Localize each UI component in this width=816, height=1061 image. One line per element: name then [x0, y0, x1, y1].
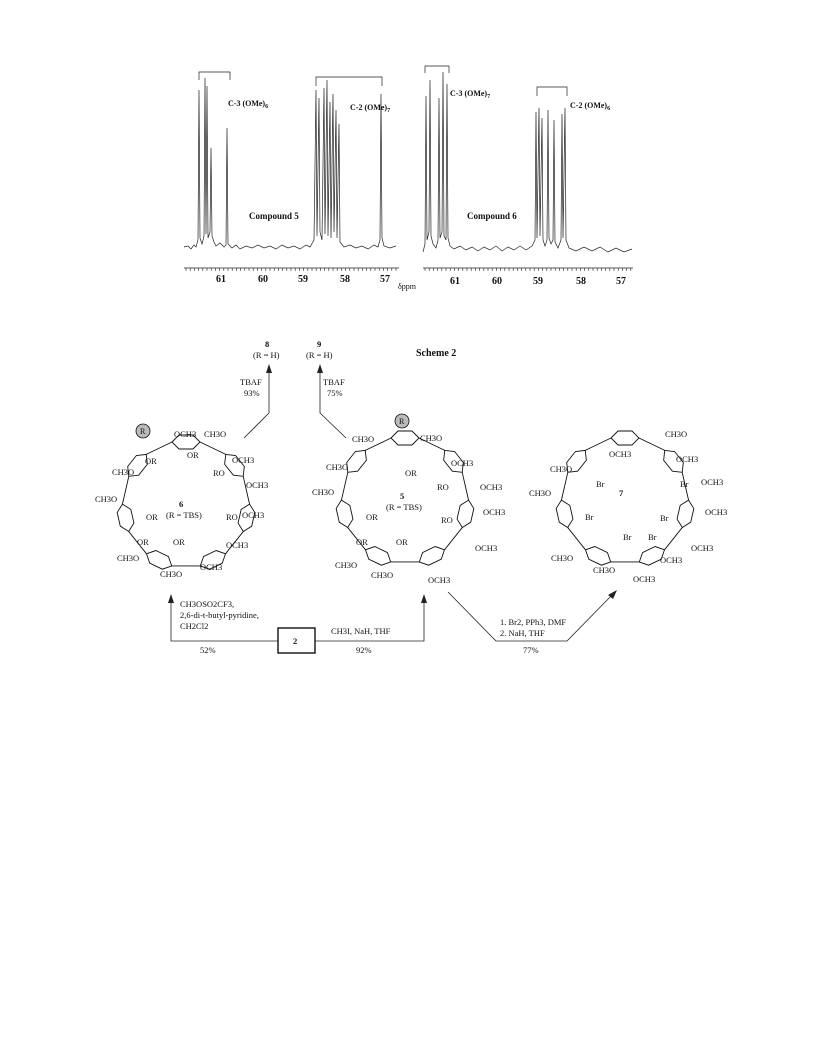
glucose-unit: [365, 547, 390, 566]
bracket-c3-right: [425, 66, 449, 73]
product-9-subtitle: (R = H): [306, 350, 333, 360]
glycosidic-bond: [568, 527, 586, 549]
substituent-label: Br: [648, 532, 657, 542]
axis-minor-ticks-right: [425, 268, 631, 271]
substituent-label: CH3O: [117, 553, 140, 563]
arrow-to-5: [315, 594, 427, 655]
cond-left-2: 2,6-di-t-butyl-pyridine,: [180, 610, 259, 620]
glycosidic-bond: [665, 527, 683, 549]
substituent-label: OCH3: [246, 480, 269, 490]
substituent-label: Br: [585, 512, 594, 522]
substituent-label: OCH3: [691, 543, 714, 553]
glucose-unit: [677, 500, 694, 527]
substituent-label: OCH3: [475, 543, 498, 553]
substituent-label: OCH3: [483, 507, 506, 517]
substituent-label: OCH3: [633, 574, 656, 584]
substituent-label: OCH3: [480, 482, 503, 492]
tbaf-right-yield: 75%: [327, 388, 343, 398]
substituent-label: RO: [226, 512, 238, 522]
tick-label-right-60: 60: [492, 276, 502, 287]
glucose-unit: [419, 547, 444, 566]
cond-left-3: CH2Cl2: [180, 621, 209, 631]
substituent-label: Br: [623, 532, 632, 542]
substituent-label: Br: [660, 513, 669, 523]
substituent-label: RO: [441, 515, 453, 525]
substituent-label: OCH3: [428, 575, 451, 585]
substituent-label: CH3O: [326, 462, 349, 472]
tick-label-right-58: 58: [576, 276, 586, 287]
substituent-label: RO: [437, 482, 449, 492]
substituent-label: CH3O: [95, 494, 118, 504]
substituent-label: OCH3: [232, 455, 255, 465]
bracket-c2-right: [537, 87, 567, 96]
compound-6-subtitle: (R = TBS): [166, 510, 202, 520]
bracket-c3-left: [199, 72, 230, 80]
substituent-label: OR: [137, 537, 149, 547]
substituent-label: OCH3: [676, 454, 699, 464]
tick-label-right-59: 59: [533, 276, 543, 287]
start-compound-number: 2: [293, 636, 298, 646]
substituent-label: OCH3: [660, 555, 683, 565]
substituent-label: CH3O: [529, 488, 552, 498]
glycosidic-bond: [462, 472, 468, 500]
substituent-label: OR: [146, 512, 158, 522]
substituent-label: OCH3: [609, 449, 632, 459]
compound-5-number: 5: [400, 491, 405, 501]
substituent-label: Br: [596, 479, 605, 489]
nmr-spectrum-left: [184, 72, 399, 285]
product-8-subtitle: (R = H): [253, 350, 280, 360]
arrow-to-6: [168, 594, 278, 655]
tick-label-left-60: 60: [258, 274, 268, 285]
compound-label-left: Compound 5: [249, 211, 299, 221]
glucose-unit: [611, 431, 639, 445]
tbaf-left-reagent: TBAF: [240, 377, 262, 387]
substituent-label: CH3O: [335, 560, 358, 570]
substituent-label: CH3O: [112, 467, 135, 477]
scheme-title: Scheme 2: [416, 348, 457, 359]
glycosidic-bond: [445, 527, 463, 549]
substituent-label: OCH3: [226, 540, 249, 550]
substituent-label: CH3O: [665, 429, 688, 439]
tick-label-left-58: 58: [340, 274, 350, 285]
tbaf-right-reagent: TBAF: [323, 377, 345, 387]
glucose-unit: [556, 500, 573, 527]
glycosidic-bond: [341, 472, 347, 500]
substituent-label: OR: [173, 537, 185, 547]
r-group-badge-6: [136, 424, 150, 438]
tbaf-arrow-left: [240, 364, 272, 438]
product-8-number: 8: [265, 339, 270, 349]
substituent-label: CH3O: [204, 429, 227, 439]
tick-label-right-57: 57: [616, 276, 626, 287]
glycosidic-bond: [639, 438, 665, 450]
glucose-unit: [336, 500, 353, 527]
cond-left-1: CH3OSO2CF3,: [180, 599, 235, 609]
substituent-label: RO: [213, 468, 225, 478]
peak-label-c2-left: C-2 $(OMe)_7$: [350, 103, 391, 114]
product-9-number: 9: [317, 339, 322, 349]
svg-text:R: R: [399, 417, 405, 426]
axis-minor-ticks-left: [186, 268, 396, 271]
substituent-label: CH3O: [551, 553, 574, 563]
glucose-unit: [585, 547, 610, 566]
tick-label-left-61: 61: [216, 274, 226, 285]
compound-5-subtitle: (R = TBS): [386, 502, 422, 512]
cond-mid-yield: 92%: [356, 645, 372, 655]
substituent-label: CH3O: [160, 569, 183, 579]
peak-label-c3-left: C-3 $(OMe)_6$: [228, 99, 269, 110]
substituent-label: OR: [396, 537, 408, 547]
cond-right-2: 2. NaH, THF: [500, 628, 545, 638]
spectrum-trace-right: [423, 72, 632, 252]
tick-label-left-59: 59: [298, 274, 308, 285]
peak-label-c2-right: C-2 $(OMe)_6$: [570, 101, 611, 112]
substituent-label: OCH3: [701, 477, 724, 487]
cond-right-yield: 77%: [523, 645, 539, 655]
tick-label-left-57: 57: [380, 274, 390, 285]
substituent-label: OR: [356, 537, 368, 547]
cond-right-1: 1. Br2, PPh3, DMF: [500, 617, 567, 627]
glucose-unit: [457, 500, 474, 527]
cond-mid-1: CH3I, NaH, THF: [331, 626, 391, 636]
peak-label-c3-right: C-3 $(OMe)_7$: [450, 89, 491, 100]
glucose-unit: [347, 450, 367, 472]
substituent-label: CH3O: [420, 433, 443, 443]
cond-left-yield: 52%: [200, 645, 216, 655]
r-group-badge-5: [395, 414, 409, 428]
glycosidic-bond: [561, 472, 567, 500]
substituent-label: OR: [145, 456, 157, 466]
substituent-label: Br: [680, 479, 689, 489]
glucose-unit: [391, 431, 419, 445]
glycosidic-bond: [122, 476, 128, 504]
glucose-unit: [117, 504, 134, 531]
tick-label-right-61: 61: [450, 276, 460, 287]
substituent-label: OR: [187, 450, 199, 460]
svg-text:R: R: [140, 427, 146, 436]
substituent-label: OCH3: [451, 458, 474, 468]
compound-7-number: 7: [619, 488, 624, 498]
compound-6-number: 6: [179, 499, 184, 509]
substituent-label: OR: [366, 512, 378, 522]
arrow-to-7: [448, 590, 617, 655]
tbaf-arrow-right: [317, 364, 346, 438]
glycosidic-bond: [200, 442, 226, 454]
substituent-label: OCH3: [174, 429, 197, 439]
substituent-label: OCH3: [200, 562, 223, 572]
glucose-unit: [146, 551, 171, 570]
substituent-label: CH3O: [312, 487, 335, 497]
glycosidic-bond: [146, 442, 172, 454]
nmr-spectrum-right: [423, 66, 633, 287]
glycosidic-bond: [585, 438, 611, 450]
substituent-label: CH3O: [550, 464, 573, 474]
substituent-label: CH3O: [593, 565, 616, 575]
substituent-label: OCH3: [705, 507, 728, 517]
bracket-c2-left: [316, 77, 382, 86]
substituent-label: CH3O: [352, 434, 375, 444]
substituent-label: OCH3: [242, 510, 265, 520]
substituent-label: CH3O: [371, 570, 394, 580]
tbaf-left-yield: 93%: [244, 388, 260, 398]
substituent-label: OR: [405, 468, 417, 478]
compound-label-right: Compound 6: [467, 211, 517, 221]
axis-unit-label: δppm: [398, 282, 416, 291]
